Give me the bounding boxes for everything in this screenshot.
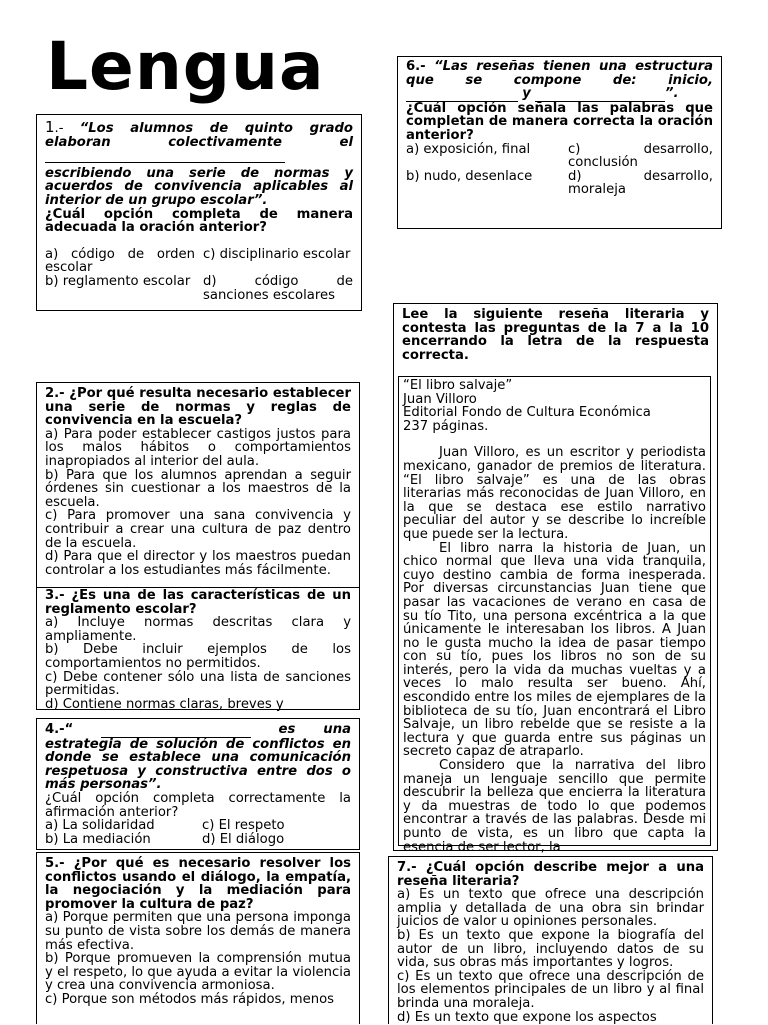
question-4-options (45, 819, 351, 846)
question-3-option-b[interactable]: b) Debe incluir ejemplos de los comportamientos no permitidos. (45, 642, 351, 671)
question-7 (388, 856, 713, 1024)
question-6-quote-end: ”. (665, 86, 679, 102)
question-4-option-d[interactable]: d) El diálogo (202, 831, 285, 847)
review-author: Juan Villoro (403, 391, 477, 407)
question-6-option-a[interactable]: a) exposición, final (406, 141, 531, 157)
question-4-prompt: ¿Cuál opción completa correctamente la afirmación anterior? (45, 790, 351, 820)
question-3 (36, 587, 360, 710)
question-3-option-a[interactable]: a) Incluye normas descritas clara y ampliamente. (45, 615, 351, 644)
question-7-prompt: 7.- ¿Cuál opción describe mejor a una reseña literaria? (397, 860, 704, 889)
question-4-option-b[interactable]: b) La mediación (45, 831, 151, 847)
question-1-quote-start: “Los alumnos de quinto grado elaboran colectivamente el (45, 121, 353, 150)
question-5-option-a[interactable]: a) Porque permiten que una persona imponga su punto de vista sobre los demás de manera más efectiva. (45, 910, 351, 953)
question-6-option-d[interactable]: d) desarrollo, moraleja (568, 168, 713, 198)
question-6-blank-2 (535, 87, 665, 102)
question-6-quote-start: “Las reseñas tienen una estructura que se compone de: inicio, (406, 59, 713, 88)
question-7-option-b[interactable]: b) Es un texto que expone la biografía del autor de un libro, incluyendo datos de su vida, sus obras más importantes y logros. (397, 927, 704, 971)
review-section (393, 303, 718, 855)
question-4-blank (101, 723, 251, 738)
question-3-prompt: 3.- ¿Es una de las características de un reglamento escolar? (45, 588, 351, 617)
question-6-number: 6.- (406, 59, 435, 74)
review-instructions: Lee la siguiente reseña literaria y contesta las preguntas de la 7 a la 10 encerrando la letra de la respuesta correcta. (402, 307, 709, 363)
question-6-prompt: ¿Cuál opción señala las palabras que completan de manera correcta la oración anterior? (406, 100, 713, 143)
question-1-prompt: ¿Cuál opción completa de manera adecuada la oración anterior? (45, 206, 353, 236)
question-1-option-b[interactable]: b) reglamento escolar (45, 273, 191, 289)
question-6 (397, 56, 722, 229)
question-2-option-b[interactable]: b) Para que los alumnos aprendan a seguir órdenes sin cuestionar a los maestros de la escuela. (45, 467, 351, 510)
question-4 (36, 718, 360, 850)
question-1-options (45, 248, 353, 302)
question-2-prompt: 2.- ¿Por qué resulta necesario establecer una serie de normas y reglas de convivencia en la escuela? (45, 386, 351, 429)
page-title: Lengua (46, 28, 325, 105)
review-paragraph-1: Juan Villoro, es un escritor y periodista mexicano, ganador de premios de literatura. “El libro salvaje” es una de las obras literarias más reconocidas de Juan Villoro, en la que se destaca ese estilo narrativo peculiar del autor y se describe lo increíble que puede ser la lectura. (403, 445, 706, 542)
question-2 (36, 382, 360, 588)
question-1-quote-end: escribiendo una serie de normas y acuerdos de convivencia aplicables al interior de un grupo escolar”. (45, 165, 353, 208)
question-5-prompt: 5.- ¿Por qué es necesario resolver los conflictos usando el diálogo, la empatía, la negociación y la mediación para promover la cultura de paz? (45, 856, 351, 912)
question-6-options (406, 143, 713, 197)
review-paragraph-2: El libro narra la historia de Juan, un chico normal que lleva una vida tranquila, cuyo destino cambia de forma inesperada. Por diversas circunstancias Juan tiene que pasar las vacaciones de verano en casa de su tío Tito, una persona excéntrica a la que únicamente le interesaban los libros. A Juan no le gusta mucho la idea de pasar tiempo con su tío, pues los libros no son de su interés, pero la vida da muchas vueltas y a veces lo malo resulta ser bueno. Ahí, escondido entre los miles de ejemplares de la biblioteca de su tío, Juan encontrará el Libro Salvaje, un libro rebelde que se resiste a la lectura y que guarda entre sus páginas un secreto capaz de atraparlo. (403, 540, 706, 760)
review-paragraph-3: Considero que la narrativa del libro maneja un lenguaje sencillo que permite descubrir la belleza que encierra la literatura y da muestras de todo lo que podemos encontrar a través de las palabras. Desde mi punto de vista, es un libro que capta la esencia de ser lector, la (403, 758, 706, 855)
review-publisher: Editorial Fondo de Cultura Económica (403, 405, 651, 421)
question-2-option-d[interactable]: d) Para que el director y los maestros puedan controlar a los estudiantes más fácilmente. (45, 549, 351, 578)
question-1 (36, 114, 362, 311)
question-1-number: 1 (45, 118, 55, 136)
question-6-blank-1 (406, 87, 518, 102)
question-3-option-c[interactable]: c) Debe contener sólo una lista de sanciones permitidas. (45, 669, 351, 699)
review-text-box (398, 376, 711, 855)
question-1-option-d[interactable]: d) código de sanciones escolares (203, 273, 353, 303)
question-1-separator: .- (54, 121, 80, 136)
question-1-option-c[interactable]: c) disciplinario escolar (203, 246, 351, 262)
question-5-option-b[interactable]: b) Porque promueven la comprensión mutua y el respeto, lo que ayuda a evitar la violencia y crea una convivencia armoniosa. (45, 951, 351, 994)
question-7-option-c[interactable]: c) Es un texto que ofrece una descripción de los elementos principales de un libro y al final brinda una moraleja. (397, 968, 704, 1011)
question-4-option-a[interactable]: a) La solidaridad (45, 818, 155, 834)
question-5-option-c[interactable]: c) Porque son métodos más rápidos, menos (45, 991, 335, 1007)
question-4-option-c[interactable]: c) El respeto (202, 818, 285, 834)
question-6-option-c[interactable]: c) desarrollo, conclusión (568, 141, 713, 171)
question-6-option-b[interactable]: b) nudo, desenlace (406, 168, 533, 184)
question-2-option-c[interactable]: c) Para promover una sana convivencia y contribuir a crear una cultura de paz dentro de la escuela. (45, 508, 351, 551)
question-7-option-d[interactable]: d) Es un texto que expone los aspectos (397, 1009, 657, 1025)
review-book-title: “El libro salvaje” (403, 378, 513, 393)
question-3-option-d[interactable]: d) Contiene normas claras, breves y (45, 696, 284, 712)
question-2-option-a[interactable]: a) Para poder establecer castigos justos para los malos hábitos o comportamientos inapropiados al interior del aula. (45, 426, 351, 469)
question-6-quote-and: y (522, 86, 531, 102)
question-4-quote: es una estrategia de solución de conflictos en donde se establece una comunicación respetuosa y constructiva entre dos o más personas”. (45, 722, 351, 793)
question-5 (36, 852, 360, 1024)
review-pages: 237 páginas. (403, 418, 489, 434)
question-4-prefix: 4.-“ (45, 722, 74, 737)
question-1-blank (45, 149, 285, 163)
question-7-option-a[interactable]: a) Es un texto que ofrece una descripción amplia y detallada de una obra sin brindar juicios de valor u opiniones personales. (397, 887, 704, 930)
question-1-option-a[interactable]: a) código de orden escolar (45, 246, 195, 276)
